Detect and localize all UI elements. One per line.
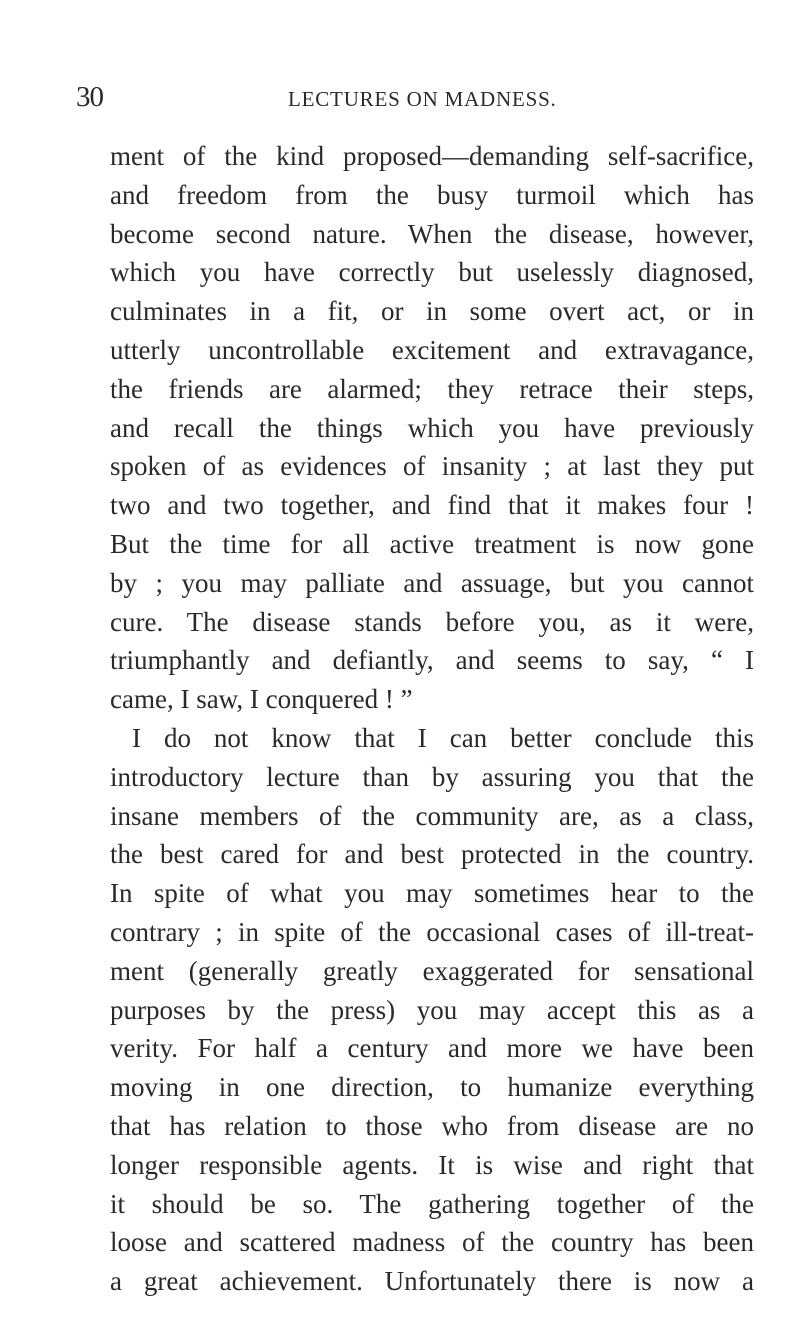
text-line: that has relation to those who from disease are no <box>110 1110 754 1141</box>
text-line: came, I saw, I conquered ! ” <box>110 684 413 715</box>
text-line: which you have correctly but uselessly diagnosed, <box>110 257 754 288</box>
text-line: cure. The disease stands before you, as it were, <box>110 606 754 637</box>
text-line: the friends are alarmed; they retrace their steps, <box>110 373 754 404</box>
text-line: verity. For half a century and more we have been <box>110 1033 754 1064</box>
text-line: two and two together, and find that it makes four ! <box>110 490 754 521</box>
text-line: and freedom from the busy turmoil which has <box>110 179 754 210</box>
body-text <box>110 137 754 1301</box>
text-line: utterly uncontrollable excitement and extravagance, <box>110 334 754 365</box>
text-line: In spite of what you may sometimes hear to the <box>110 878 754 909</box>
running-head: LECTURES ON MADNESS. <box>288 87 557 111</box>
text-line: culminates in a fit, or in some overt act, or in <box>110 296 754 327</box>
text-line: by ; you may palliate and assuage, but you cannot <box>110 567 754 598</box>
text-line: But the time for all active treatment is now gone <box>110 528 754 559</box>
text-line: longer responsible agents. It is wise and right that <box>110 1149 754 1180</box>
page-number: 30 <box>76 81 103 113</box>
text-line: a great achievement. Unfortunately there is now a <box>110 1266 754 1297</box>
text-line: the best cared for and best protected in the country. <box>110 839 754 870</box>
text-line: and recall the things which you have previously <box>110 412 754 443</box>
text-line: spoken of as evidences of insanity ; at last they put <box>110 451 754 482</box>
text-line: contrary ; in spite of the occasional cases of ill-treat- <box>110 916 754 947</box>
text-line: it should be so. The gathering together of the <box>110 1188 754 1219</box>
text-line: moving in one direction, to humanize everything <box>110 1072 754 1103</box>
text-line: introductory lecture than by assuring you that the <box>110 761 754 792</box>
text-line: I do not know that I can better conclude this <box>132 722 754 753</box>
text-line: ment of the kind proposed—demanding self-sacrifice, <box>110 141 754 171</box>
text-line: triumphantly and defiantly, and seems to say, “ I <box>110 645 754 676</box>
text-line: loose and scattered madness of the country has been <box>110 1227 754 1258</box>
text-line: ment (generally greatly exaggerated for sensational <box>110 955 754 986</box>
text-line: become second nature. When the disease, however, <box>110 218 754 249</box>
text-line: insane members of the community are, as a class, <box>110 800 754 831</box>
text-line: purposes by the press) you may accept this as a <box>110 994 754 1025</box>
